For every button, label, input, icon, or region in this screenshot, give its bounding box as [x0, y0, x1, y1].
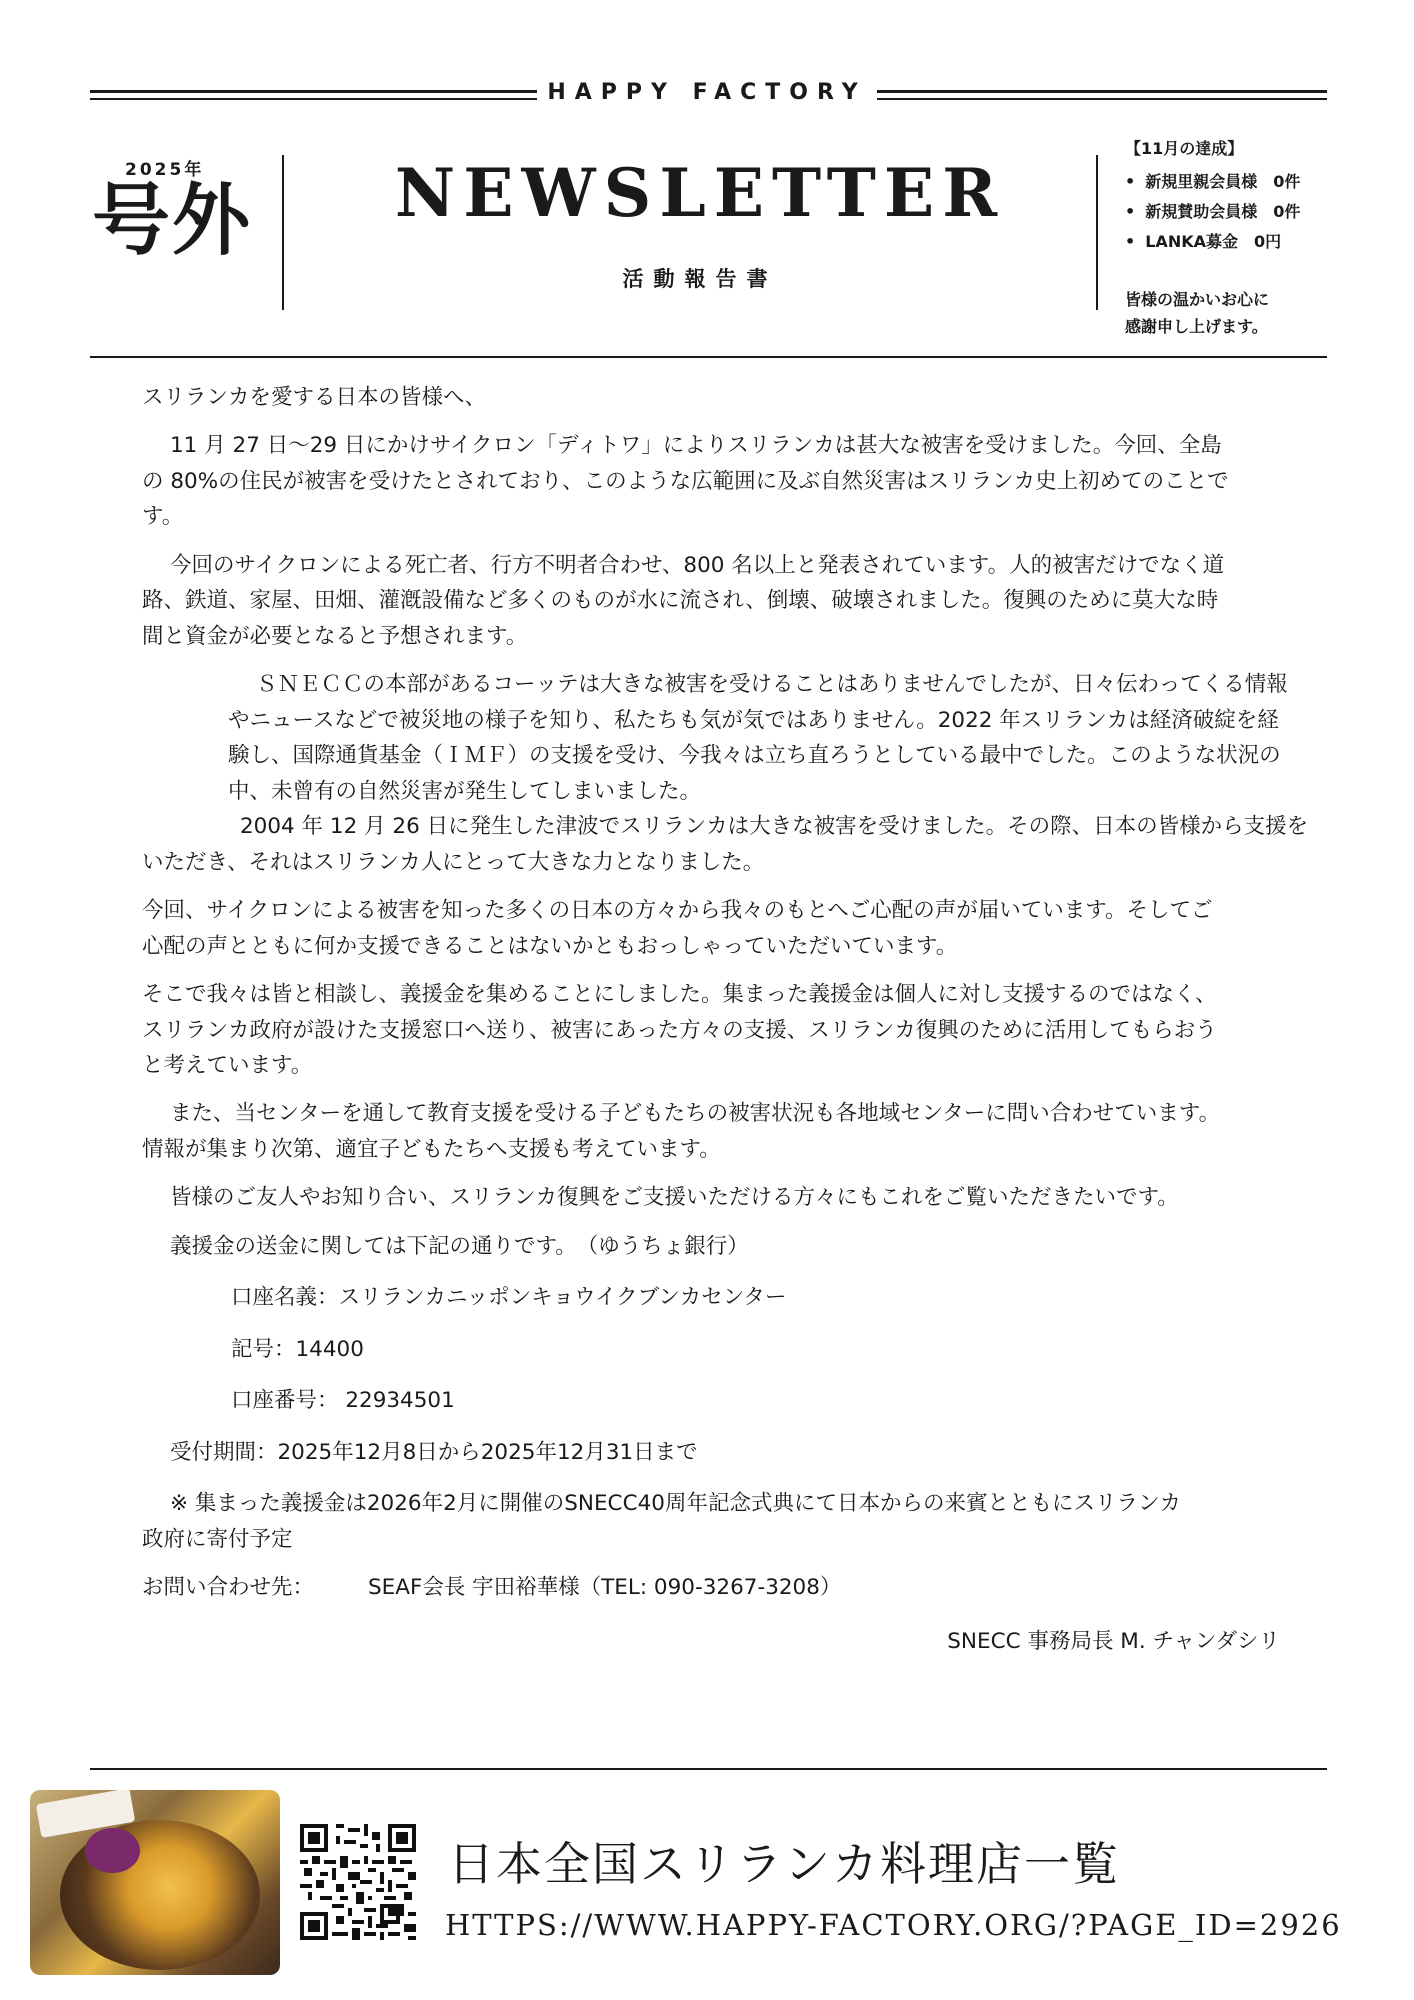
paragraph: 皆様のご友人やお知り合い、スリランカ復興をご支援いただける方々にもこれをご覧いただきたいです。	[170, 1185, 1179, 1211]
achievements-heading: 【11月の達成】	[1125, 139, 1244, 158]
thanks-line: 皆様の温かいお心に	[1125, 290, 1270, 309]
newsletter-title: NEWSLETTER	[394, 154, 1006, 232]
achievements-list	[1125, 169, 1405, 252]
letter-body	[142, 380, 1309, 1672]
contact-value: SEAF会長 宇田裕華様（TEL: 090-3267-3208）	[368, 1575, 842, 1601]
divider-left	[282, 155, 284, 310]
thanks-message	[1125, 286, 1405, 340]
issue-year: 2025年	[125, 160, 205, 180]
newsletter-subtitle: 活動報告書	[622, 267, 778, 291]
list-item: • LANKA募金 0円	[1125, 229, 1405, 252]
footer-rule	[90, 1768, 1327, 1770]
list-item: • 新規里親会員様 0件	[1125, 169, 1405, 192]
issue-label: 号外	[92, 176, 253, 266]
divider-right	[1096, 155, 1098, 310]
paragraph: ＳＮＥＣＣの本部があるコーッテは大きな被害を受けることはありませんでしたが、日々伝わってくる情報やニュースなどで被災地の様子を知り、私たちも気が気ではありません。2022 年スリランカは経済破綻を経験し、国際通貨基金（ＩＭＦ）の支援を受け、今我々は立ち直ろうとしている最中でした。このような状況の中、未曾有の自然災害が発生してしまいました。	[228, 672, 1288, 804]
paragraph: 今回のサイクロンによる死亡者、行方不明者合わせ、800 名以上と発表されています。人的被害だけでなく道路、鉄道、家屋、田畑、灌漑設備など多くのものが水に流され、倒壊、破壊されました。復興のために莫大な時間と資金が必要となると予想されます。	[142, 552, 1225, 649]
paragraph: また、当センターを通して教育支援を受ける子どもたちの被害状況も各地域センターに問い合わせています。情報が集まり次第、適宜子どもたちへ支援も考えています。	[142, 1101, 1221, 1162]
account-name: 口座名義：スリランカニッポンキョウイクブンカセンター	[231, 1285, 787, 1311]
monthly-achievements	[1125, 136, 1405, 340]
contact-label: お問い合わせ先：	[142, 1575, 315, 1601]
paragraph: 2004 年 12 月 26 日に発生した津波でスリランカは大きな被害を受けました。その際、日本の皆様から支援をいただき、それはスリランカ人にとって大きな力となりました。	[142, 814, 1309, 875]
footer-title: 日本全国スリランカ料理店一覧	[448, 1837, 1120, 1891]
header-rule	[90, 356, 1327, 358]
contact	[142, 1570, 1302, 1605]
thanks-line: 感謝申し上げます。	[1125, 317, 1268, 337]
account-number: 口座番号： 22934501	[231, 1388, 455, 1414]
bank-intro: 義援金の送金に関しては下記の通りです。 （ゆうちょ銀行）	[170, 1233, 749, 1259]
list-item: • 新規賛助会員様 0件	[1125, 199, 1405, 222]
greeting: スリランカを愛する日本の皆様へ、	[142, 385, 487, 410]
masthead-title: HAPPY FACTORY	[0, 80, 1414, 105]
qr-code-icon[interactable]	[300, 1824, 416, 1940]
donation-note: ※ 集まった義援金は2026年2月に開催のSNECC40周年記念式典にて日本からの来賓とともにスリランカ政府に寄付予定	[142, 1491, 1181, 1552]
curry-photo	[30, 1790, 280, 1975]
footer-url-link[interactable]: HTTPS://WWW.HAPPY-FACTORY.ORG/?PAGE_ID=2926	[445, 1908, 1342, 1942]
account-symbol: 記号：14400	[231, 1336, 364, 1362]
signature: SNECC 事務局長 M. チャンダシリ	[947, 1628, 1280, 1654]
paragraph: 11 月 27 日〜29 日にかけサイクロン「ディトワ」によりスリランカは甚大な被害を受けました。今回、全島の 80%の住民が被害を受けたとされており、このような広範囲に及ぶ自然災害はスリランカ史上初めてのことです。	[142, 433, 1229, 530]
paragraph: 今回、サイクロンによる被害を知った多くの日本の方々から我々のもとへご心配の声が届いています。そしてご心配の声とともに何か支援できることはないかともおっしゃっていただいています。	[142, 898, 1213, 959]
reception-period: 受付期間：2025年12月8日から2025年12月31日まで	[170, 1439, 698, 1465]
paragraph: そこで我々は皆と相談し、義援金を集めることにしました。集まった義援金は個人に対し支援するのではなく、スリランカ政府が設けた支援窓口へ送り、被害にあった方々の支援、スリランカ復興のために活用してもらおうと考えています。	[142, 982, 1217, 1078]
